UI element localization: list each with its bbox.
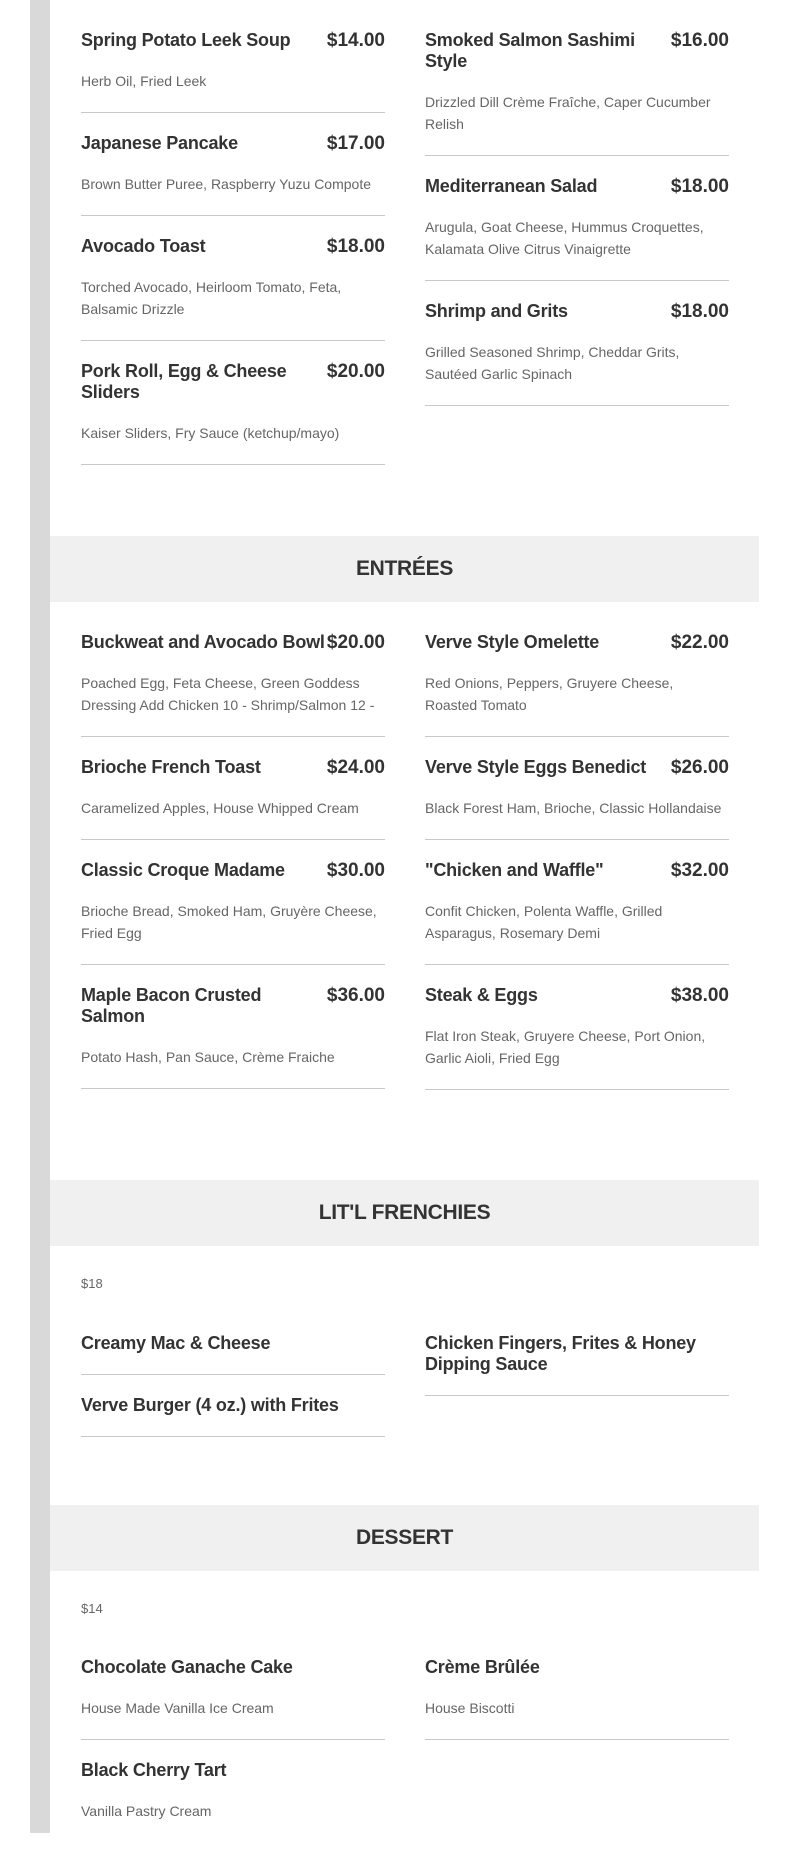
item-price: $18.00 (670, 176, 729, 197)
section-header-frenchies (50, 1180, 759, 1246)
item-description: Flat Iron Steak, Gruyere Cheese, Port Onion, Garlic Aioli, Fried Egg (425, 1028, 706, 1066)
menu-item (81, 757, 385, 840)
item-description: House Made Vanilla Ice Cream (81, 1700, 274, 1716)
item-name: Verve Style Omelette (425, 632, 600, 652)
menu-item (425, 30, 729, 156)
menu-item (81, 1760, 385, 1842)
item-price: $20.00 (326, 632, 385, 653)
item-price: $20.00 (326, 361, 385, 382)
item-name: Spring Potato Leek Soup (81, 30, 291, 50)
item-price: $14.00 (326, 30, 385, 51)
top-left-column (81, 30, 385, 485)
menu-item (81, 1333, 385, 1375)
menu-item (81, 985, 385, 1089)
item-name: "Chicken and Waffle" (425, 860, 604, 880)
item-description: Torched Avocado, Heirloom Tomato, Feta, Balsamic Drizzle (81, 279, 342, 317)
item-name: Smoked Salmon Sashimi Style (425, 30, 635, 71)
item-description: Vanilla Pastry Cream (81, 1803, 212, 1819)
item-description: Potato Hash, Pan Sauce, Crème Fraiche (81, 1049, 335, 1065)
item-description: Red Onions, Peppers, Gruyere Cheese, Roasted Tomato (425, 675, 674, 713)
item-description: Herb Oil, Fried Leek (81, 73, 207, 89)
item-name: Maple Bacon Crusted Salmon (81, 985, 262, 1026)
item-name: Verve Style Eggs Benedict (425, 757, 647, 777)
item-name: Mediterranean Salad (425, 176, 598, 196)
item-price: $18.00 (326, 236, 385, 257)
menu-item (425, 1333, 729, 1396)
menu-item (425, 632, 729, 737)
menu-item (425, 1657, 729, 1740)
menu-item (81, 30, 385, 113)
frenchies-right-column (425, 1333, 729, 1416)
item-description: Caramelized Apples, House Whipped Cream (81, 800, 359, 816)
dessert-left-column (81, 1657, 385, 1862)
entrees-right-column (425, 632, 729, 1110)
item-name: Crème Brûlée (425, 1657, 540, 1677)
item-price: $17.00 (326, 133, 385, 154)
item-name: Buckweat and Avocado Bowl (81, 632, 325, 652)
item-name: Verve Burger (4 oz.) with Frites (81, 1395, 339, 1415)
menu-item (425, 985, 729, 1090)
item-price: $30.00 (326, 860, 385, 881)
menu-item (81, 1657, 385, 1740)
item-price: $32.00 (670, 860, 729, 881)
item-name: Classic Croque Madame (81, 860, 285, 880)
item-description: Brioche Bread, Smoked Ham, Gruyère Cheese, Fried Egg (81, 903, 377, 941)
item-name: Japanese Pancake (81, 133, 238, 153)
section-title: ENTRÉES (355, 557, 454, 580)
section-price: $14 (81, 1601, 103, 1616)
frenchies-left-column (81, 1333, 385, 1457)
menu-item (81, 632, 385, 737)
item-name: Creamy Mac & Cheese (81, 1333, 271, 1353)
menu-item (425, 757, 729, 840)
menu-item (81, 361, 385, 465)
item-name: Chicken Fingers, Frites & Honey Dipping Sauce (425, 1333, 696, 1374)
menu-item (81, 1395, 385, 1437)
item-description: House Biscotti (425, 1700, 515, 1716)
item-name: Avocado Toast (81, 236, 206, 256)
item-description: Kaiser Sliders, Fry Sauce (ketchup/mayo) (81, 425, 340, 441)
item-name: Chocolate Ganache Cake (81, 1657, 293, 1677)
item-price: $18.00 (670, 301, 729, 322)
menu-page (50, 0, 759, 1833)
menu-item (81, 236, 385, 341)
item-description: Grilled Seasoned Shrimp, Cheddar Grits, Sautéed Garlic Spinach (425, 344, 680, 382)
item-name: Shrimp and Grits (425, 301, 568, 321)
item-description: Drizzled Dill Crème Fraîche, Caper Cucumber Relish (425, 94, 711, 132)
item-price: $38.00 (670, 985, 729, 1006)
item-price: $26.00 (670, 757, 729, 778)
item-description: Arugula, Goat Cheese, Hummus Croquettes, Kalamata Olive Citrus Vinaigrette (425, 219, 704, 257)
item-price: $22.00 (670, 632, 729, 653)
item-name: Steak & Eggs (425, 985, 538, 1005)
item-price: $24.00 (326, 757, 385, 778)
menu-item (425, 176, 729, 281)
item-name: Brioche French Toast (81, 757, 261, 777)
item-description: Poached Egg, Feta Cheese, Green Goddess Dressing Add Chicken 10 - Shrimp/Salmon 12 - (81, 675, 375, 713)
entrees-left-column (81, 632, 385, 1109)
section-price: $18 (81, 1276, 103, 1291)
section-title: DESSERT (355, 1526, 454, 1549)
section-title: LIT'L FRENCHIES (318, 1201, 491, 1224)
item-price: $16.00 (670, 30, 729, 51)
menu-item (81, 133, 385, 216)
item-description: Brown Butter Puree, Raspberry Yuzu Compote (81, 176, 372, 192)
section-header-dessert (50, 1505, 759, 1571)
dessert-right-column (425, 1657, 729, 1760)
item-price: $36.00 (326, 985, 385, 1006)
section-header-entrees (50, 536, 759, 602)
top-right-column (425, 30, 729, 426)
item-description: Confit Chicken, Polenta Waffle, Grilled Asparagus, Rosemary Demi (425, 903, 663, 941)
item-name: Black Cherry Tart (81, 1760, 227, 1780)
menu-item (425, 301, 729, 406)
menu-item (425, 860, 729, 965)
item-description: Black Forest Ham, Brioche, Classic Hollandaise (425, 800, 722, 816)
menu-item (81, 860, 385, 965)
item-name: Pork Roll, Egg & Cheese Sliders (81, 361, 287, 402)
